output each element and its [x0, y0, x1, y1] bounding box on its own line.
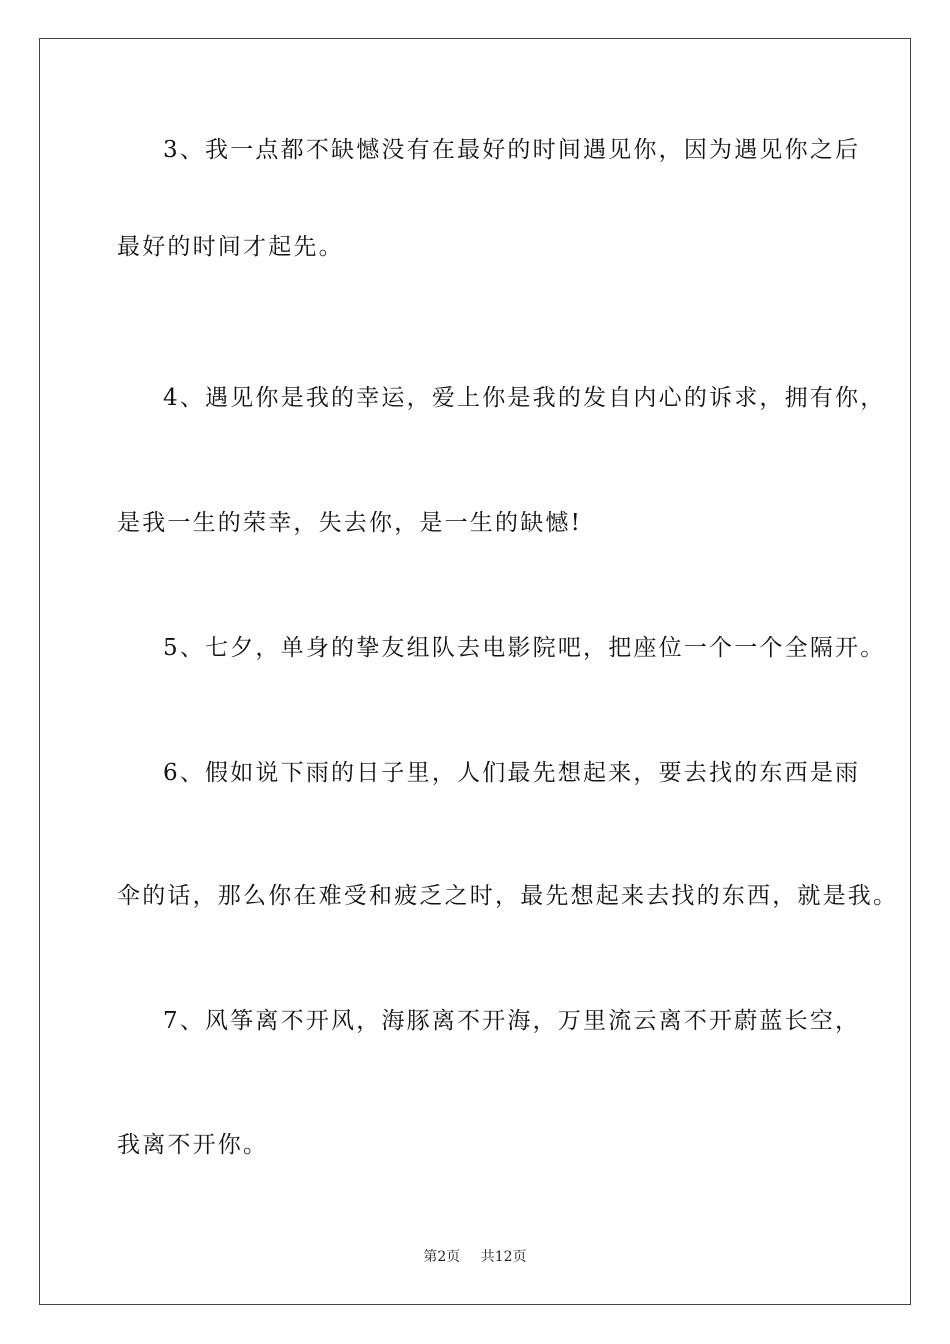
paragraph-7-line-1: 7、风筝离不开风，海豚离不开海，万里流云离不开蔚蓝长空，: [163, 1008, 861, 1034]
paragraph-4-line-2: 是我一生的荣幸，失去你，是一生的缺憾!: [117, 510, 583, 536]
paragraph-4-line-1: 4、遇见你是我的幸运，爱上你是我的发自内心的诉求，拥有你，: [163, 385, 886, 411]
page-footer: [0, 1246, 950, 1266]
page-number: 第2页: [423, 1249, 461, 1265]
paragraph-5-line-1: 5、七夕，单身的挚友组队去电影院吧，把座位一个一个全隔开。: [163, 635, 886, 661]
paragraph-6-line-2: 伞的话，那么你在难受和疲乏之时，最先想起来去找的东西，就是我。: [117, 883, 899, 909]
paragraph-6-line-1: 6、假如说下雨的日子里，人们最先想起来，要去找的东西是雨: [163, 760, 861, 786]
page-total: 共12页: [480, 1249, 527, 1265]
paragraph-3-line-2: 最好的时间才起先。: [117, 234, 344, 260]
paragraph-7-line-2: 我离不开你。: [117, 1132, 269, 1158]
paragraph-3-line-1: 3、我一点都不缺憾没有在最好的时间遇见你，因为遇见你之后: [163, 137, 861, 163]
page-border: [39, 38, 911, 1305]
